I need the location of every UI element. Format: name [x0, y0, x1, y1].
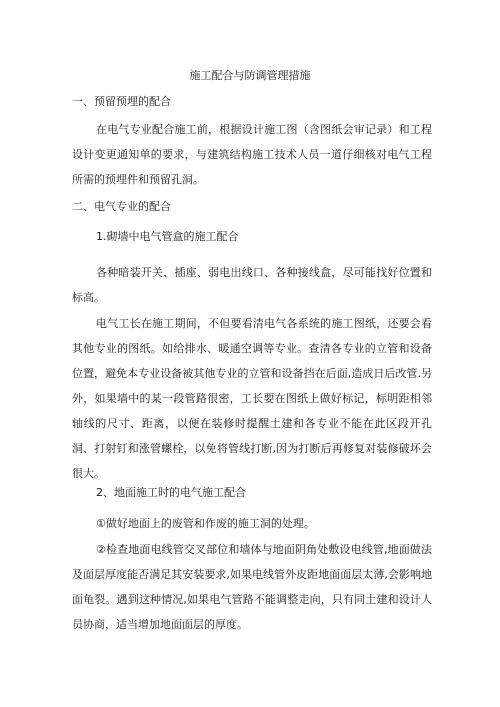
- paragraph-outlets: 各种暗装开关、插座、弱电出线口、各种接线盒，尽可能找好位置和标高。: [72, 266, 432, 304]
- list-item-1: ①做好地面上的废管和作废的施工洞的处理。: [96, 517, 315, 530]
- section-heading-2: 二、电气专业的配合: [72, 200, 171, 213]
- paragraph-drawings: 电气工长在施工期间，不但要看清电气各系统的施工图纸，还要会看其他专业的图纸。如给排水、暖通空调等专业。查清各专业的立管和设备位置，避免本专业设备被其他专业的立管和设备挡在后面,造成日后改管.另外，如果墙中的某一段管路很密，工长要在图纸上做好标记，标明距相邻轴线的尺寸、距离，以便在装修时提醒土建和各专业不能在此区段开孔洞、打射钉和涨管螺栓，以免将管线打断,因为打断后再修复对装修破坏会很大。: [72, 317, 432, 480]
- document-title: 施工配合与防调管理措施: [189, 69, 311, 82]
- paragraph-embedded-parts: 在电气专业配合施工前，根据设计施工图（含图纸会审记录）和工程设计变更通知单的要求，与建筑结构施工技术人员一道仔细核对电气工程所需的预埋件和预留孔洞。: [72, 123, 432, 186]
- section-heading-1: 一、预留预埋的配合: [72, 95, 171, 108]
- list-item-2: ②检查地面电线管交叉部位和墙体与地面阴角处敷设电线管,地面做法及面层厚度能否满足其安装要求,如果电线管外皮距地面面层太薄,会影响地面龟裂。遇到这种情况,如果电气管路不能调整走向，只有同土建和设计人员协商，适当增加地面面层的厚度。: [72, 543, 432, 631]
- subsection-heading-1: 1.砌墙中电气管盒的施工配合: [96, 230, 239, 243]
- subsection-heading-2: 2、地面施工时的电气施工配合: [96, 486, 246, 499]
